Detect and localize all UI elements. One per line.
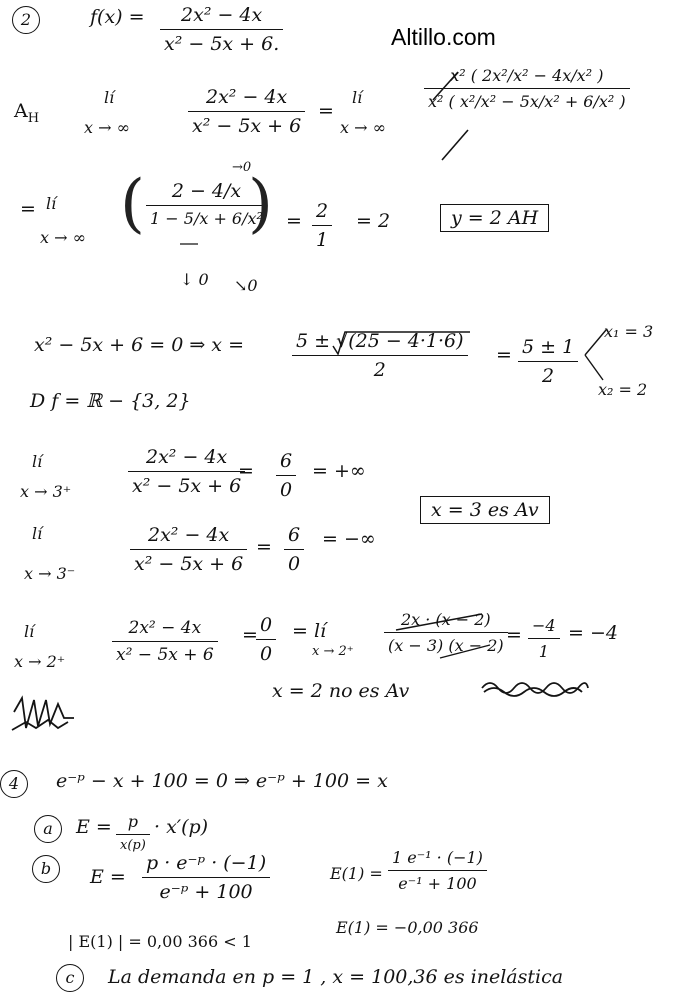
problem-number-badge: 4: [0, 770, 28, 798]
quadratic-denominator: 2: [542, 365, 555, 387]
elasticity-lhs: E =: [76, 816, 112, 838]
fraction-bar: [128, 471, 245, 472]
e1-lhs: E(1) =: [330, 864, 383, 883]
ah-letter: A: [14, 100, 28, 122]
fraction-bar: [528, 638, 560, 639]
root-one: x₁ = 3: [604, 322, 654, 341]
limit-denominator: x² − 5x + 6: [192, 115, 302, 137]
ah-label: [14, 100, 39, 126]
limit-symbol: lí: [46, 194, 57, 213]
elasticity-b-denominator: e⁻ᵖ + 100: [159, 881, 253, 903]
function-denominator: x² − 5x + 6.: [164, 33, 280, 55]
fraction-bar: [518, 361, 578, 362]
result-denominator: 1: [316, 229, 329, 251]
result-numerator: −4: [532, 616, 556, 635]
elasticity-denominator: x(p): [120, 838, 146, 853]
limit-subscript: x → 2⁺: [312, 644, 354, 659]
elasticity-lhs: E =: [90, 866, 126, 888]
scribble-left: [12, 698, 74, 730]
elasticity-fraction: [116, 812, 150, 853]
limit-numerator: 2x² − 4x: [148, 524, 230, 546]
limit-subscript: x → ∞: [84, 118, 130, 137]
fraction-bar: [256, 639, 276, 640]
quadratic-numerator: 5 ± 1: [522, 336, 575, 358]
factored-fraction: [384, 610, 508, 655]
equals-sign: =: [496, 344, 512, 366]
function-numerator: 2x² − 4x: [181, 4, 263, 26]
factored-denominator: (x − 3) (x − 2): [388, 636, 504, 655]
fraction-bar: [276, 475, 296, 476]
scribble-right: [482, 683, 588, 696]
equals-sign: =: [242, 624, 258, 646]
demand-equation: e⁻ᵖ − x + 100 = 0 ⇒ e⁻ᵖ + 100 = x: [56, 770, 388, 792]
value-numerator: 0: [260, 614, 273, 636]
site-watermark: Altillo.com: [391, 24, 496, 50]
tends-to-zero-label: ↓ 0: [180, 270, 209, 289]
e1-denominator: e⁻¹ + 100: [398, 874, 477, 893]
quadratic-simplified-fraction: [518, 336, 578, 387]
fraction-bar: [160, 29, 283, 30]
fraction-bar: [188, 111, 305, 112]
limit-denominator: x² − 5x + 6: [116, 645, 214, 665]
vertical-asymptote-box: x = 3 es Av: [420, 496, 550, 524]
not-asymptote-statement: x = 2 no es Av: [272, 680, 410, 702]
limit-numerator: x² ( 2x²/x² − 4x/x² ): [450, 66, 604, 85]
value-denominator: 0: [260, 643, 273, 665]
limit-subscript: x → 3⁻: [24, 564, 76, 583]
branch-line-bottom: [585, 355, 603, 380]
limit-symbol: lí: [104, 88, 115, 107]
limit-denominator: x² − 5x + 6: [134, 553, 244, 575]
limit-numerator: 2x² − 4x: [206, 86, 288, 108]
fraction-bar: [142, 877, 270, 878]
absolute-elasticity: | E(1) | = 0,00 366 < 1: [68, 932, 252, 951]
limit-numerator: 2 − 4/x: [171, 180, 242, 202]
value-numerator: 6: [288, 524, 301, 546]
elasticity-b-fraction: [142, 852, 270, 903]
equals-limit: = lí: [292, 620, 327, 642]
equals-sign: =: [20, 198, 36, 220]
zero-over-zero: [256, 614, 276, 665]
equals-sign: =: [238, 460, 254, 482]
fraction-bar: [112, 641, 218, 642]
fraction-bar: [384, 632, 508, 633]
elasticity-b-numerator: p · e⁻ᵖ · (−1): [146, 852, 267, 874]
limit-fraction-5: [130, 524, 247, 575]
left-parenthesis: (: [120, 167, 145, 241]
part-b-badge: b: [32, 855, 60, 883]
factored-numerator: 2x · (x − 2): [400, 610, 491, 629]
limit-symbol: lí: [24, 622, 35, 641]
horizontal-asymptote-box: y = 2 AH: [440, 204, 549, 232]
elasticity-numerator: p: [127, 812, 139, 831]
limit-denominator: x² − 5x + 6: [132, 475, 242, 497]
result-fraction: [528, 616, 560, 661]
limit-result: = −4: [568, 622, 618, 644]
fraction-bar: [130, 549, 247, 550]
function-label: f(x) =: [90, 6, 145, 28]
limit-fraction-6: [112, 618, 218, 665]
equals-sign: =: [256, 536, 272, 558]
function-fraction: [160, 4, 283, 55]
limit-subscript: x → ∞: [340, 118, 386, 137]
equals-sign: =: [286, 210, 302, 232]
right-parenthesis: ): [248, 167, 273, 241]
limit-numerator: 2x² − 4x: [146, 446, 228, 468]
limit-symbol: lí: [32, 452, 43, 471]
value-denominator: 0: [280, 479, 293, 501]
e1-fraction: [388, 848, 487, 893]
branch-line-top: [585, 330, 606, 355]
limit-subscript: x → ∞: [40, 228, 86, 247]
quadratic-denominator: 2: [373, 359, 386, 381]
value-denominator: 0: [288, 553, 301, 575]
root-two: x₂ = 2: [598, 380, 648, 399]
limit-denominator: 1 − 5/x + 6/x²: [150, 209, 263, 228]
limit-subscript: x → 3⁺: [20, 482, 72, 501]
tends-to-zero-label: ↘0: [234, 276, 258, 295]
limit-subscript: x → 2⁺: [14, 652, 66, 671]
fraction-bar: [312, 225, 332, 226]
limit-result: = +∞: [312, 460, 366, 482]
ah-subscript: H: [27, 110, 40, 126]
limit-fraction-1: [188, 86, 305, 137]
quadratic-formula-fraction: [292, 330, 468, 381]
result-fraction: [312, 200, 332, 251]
limit-symbol: lí: [352, 88, 363, 107]
problem-number-badge: 2: [12, 6, 40, 34]
value-numerator: 6: [280, 450, 293, 472]
e1-value: E(1) = −0,00 366: [336, 918, 479, 937]
conclusion-statement: La demanda en p = 1 , x = 100,36 es inelástica: [108, 966, 564, 988]
fraction-bar: [388, 870, 487, 871]
limit-numerator: 2x² − 4x: [128, 618, 202, 638]
e1-numerator: 1 e⁻¹ · (−1): [392, 848, 483, 867]
fraction-bar: [424, 88, 630, 89]
fraction-bar: [284, 549, 304, 550]
limit-denominator: x² ( x²/x² − 5x/x² + 6/x² ): [428, 92, 626, 111]
fraction-bar: [292, 355, 468, 356]
equals-sign: =: [318, 100, 334, 122]
quadratic-equation: x² − 5x + 6 = 0 ⇒ x =: [34, 334, 244, 356]
result-value: = 2: [356, 210, 391, 232]
result-numerator: 2: [316, 200, 329, 222]
cancel-stroke-den: [442, 130, 468, 160]
elasticity-rhs: · x′(p): [154, 816, 209, 838]
result-denominator: 1: [538, 642, 549, 661]
fraction-bar: [116, 834, 150, 835]
quadratic-numerator: 5 ± √(25 − 4·1·6): [296, 330, 464, 352]
equals-sign: =: [506, 624, 522, 646]
indeterminate-fraction: [276, 450, 296, 501]
domain-statement: D f = ℝ − {3, 2}: [30, 390, 191, 412]
limit-fraction-4: [128, 446, 245, 497]
tends-to-zero-label: →0: [232, 160, 252, 175]
indeterminate-fraction: [284, 524, 304, 575]
limit-fraction-2: [424, 66, 630, 111]
part-c-badge: c: [56, 964, 84, 992]
part-a-badge: a: [34, 815, 62, 843]
limit-symbol: lí: [32, 524, 43, 543]
limit-result: = −∞: [322, 528, 376, 550]
